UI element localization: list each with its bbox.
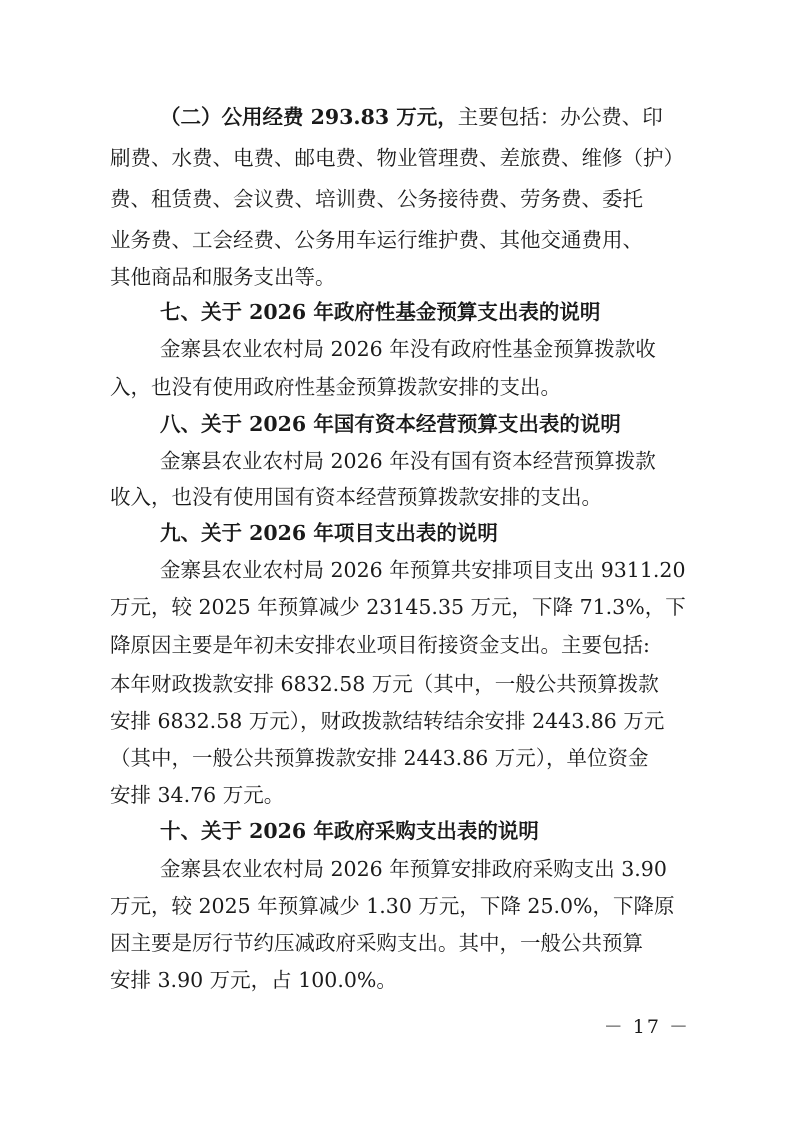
public-funds-line-1: 刷费、水费、电费、邮电费、物业管理费、差旅费、维修（护） [110,146,684,170]
public-funds-line-2: 费、租赁费、会议费、培训费、公务接待费、劳务费、委托 [110,187,643,211]
section-7-heading: 七、关于 2026 年政府性基金预算支出表的说明 [160,300,601,324]
section-7-line-2: 入，也没有使用政府性基金预算拨款安排的支出。 [110,375,561,399]
section-9-line-7: 安排 34.76 万元。 [110,783,285,807]
public-funds-lead: （二）公用经费 293.83 万元， [160,105,458,129]
public-funds-line-4: 其他商品和服务支出等。 [110,265,336,289]
public-funds-first-line [160,102,700,132]
section-9-line-4: 本年财政拨款安排 6832.58 万元（其中，一般公共预算拨款 [110,672,659,696]
section-10-line-4: 安排 3.90 万元，占 100.0%。 [110,968,397,992]
section-9-heading: 九、关于 2026 年项目支出表的说明 [160,521,498,545]
public-funds-lead-rest: 主要包括：办公费、印 [457,105,663,129]
section-9-line-2: 万元，较 2025 年预算减少 23145.35 万元，下降 71.3%，下 [110,595,686,619]
section-8-line-1: 金寨县农业农村局 2026 年没有国有资本经营预算拨款 [160,449,656,473]
section-10-line-2: 万元，较 2025 年预算减少 1.30 万元，下降 25.0%，下降原 [110,894,675,918]
page-number: － 17 － [603,1016,690,1038]
section-9-line-5: 安排 6832.58 万元），财政拨款结转结余安排 2443.86 万元 [110,709,665,733]
section-9-line-6: （其中，一般公共预算拨款安排 2443.86 万元），单位资金 [110,746,649,770]
section-10-heading: 十、关于 2026 年政府采购支出表的说明 [160,819,539,843]
section-9-line-1: 金寨县农业农村局 2026 年预算共安排项目支出 9311.20 [160,558,686,582]
section-10-line-1: 金寨县农业农村局 2026 年预算安排政府采购支出 3.90 [160,857,667,881]
section-9-line-3: 降原因主要是年初未安排农业项目衔接资金支出。主要包括: [110,633,650,657]
section-10-line-3: 因主要是厉行节约压减政府采购支出。其中，一般公共预算 [110,931,643,955]
section-7-line-1: 金寨县农业农村局 2026 年没有政府性基金预算拨款收 [160,337,656,361]
section-8-line-2: 收入，也没有使用国有资本经营预算拨款安排的支出。 [110,485,602,509]
section-8-heading: 八、关于 2026 年国有资本经营预算支出表的说明 [160,412,621,436]
public-funds-line-3: 业务费、工会经费、公务用车运行维护费、其他交通费用、 [110,228,643,252]
